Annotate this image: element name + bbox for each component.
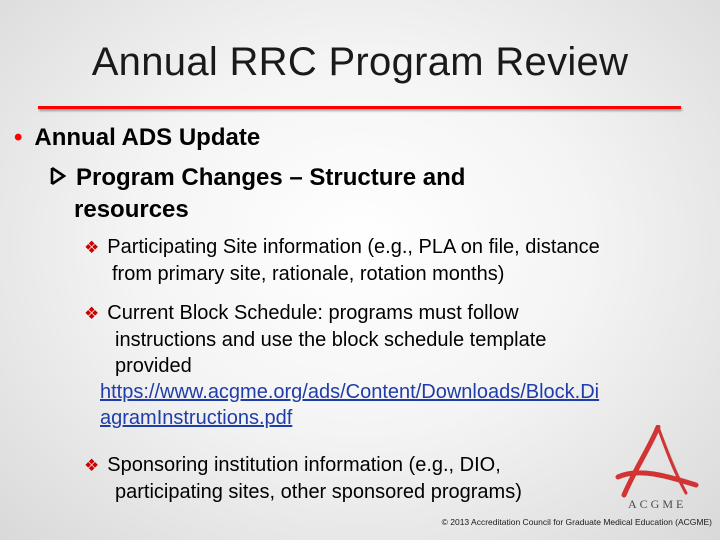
item1-line2: from primary site, rationale, rotation months) bbox=[112, 263, 505, 285]
block-diagram-link[interactable] bbox=[84, 379, 599, 431]
bullet-item-block-schedule bbox=[84, 300, 599, 431]
diamond-bullet-icon: ❖ bbox=[84, 456, 100, 475]
item3-line2: participating sites, other sponsored programs) bbox=[115, 481, 522, 503]
diamond-bullet-icon: ❖ bbox=[84, 238, 100, 257]
link-line1[interactable]: https://www.acgme.org/ads/Content/Downloads/Block.Di bbox=[100, 381, 600, 403]
arrow-bullet-icon bbox=[50, 162, 68, 197]
link-line2[interactable]: agramInstructions.pdf bbox=[100, 407, 293, 429]
item2-line3: provided bbox=[115, 355, 192, 377]
bullet-item-participating-site bbox=[84, 234, 600, 287]
level2-text-line1: Program Changes – Structure and bbox=[76, 164, 466, 191]
level2-text-line2: resources bbox=[74, 196, 189, 223]
logo-wordmark: ACGME bbox=[628, 497, 687, 511]
title-underline bbox=[38, 106, 681, 109]
item2-line1: Current Block Schedule: programs must follow bbox=[107, 302, 519, 324]
level1-text: Annual ADS Update bbox=[34, 124, 261, 151]
item1-line1: Participating Site information (e.g., PLA on file, distance bbox=[107, 236, 600, 258]
item3-line1: Sponsoring institution information (e.g., DIO, bbox=[107, 454, 501, 476]
item2-line2: instructions and use the block schedule template bbox=[115, 329, 547, 351]
slide-title: Annual RRC Program Review bbox=[91, 40, 629, 84]
bullet-dot-icon: • bbox=[14, 124, 23, 151]
bullet-item-sponsoring-institution bbox=[84, 452, 522, 505]
diamond-bullet-icon: ❖ bbox=[84, 304, 100, 323]
bullet-level2 bbox=[50, 162, 570, 226]
bullet-level1 bbox=[14, 124, 260, 152]
copyright-footer: © 2013 Accreditation Council for Graduate Medical Education (ACGME) bbox=[441, 517, 712, 527]
